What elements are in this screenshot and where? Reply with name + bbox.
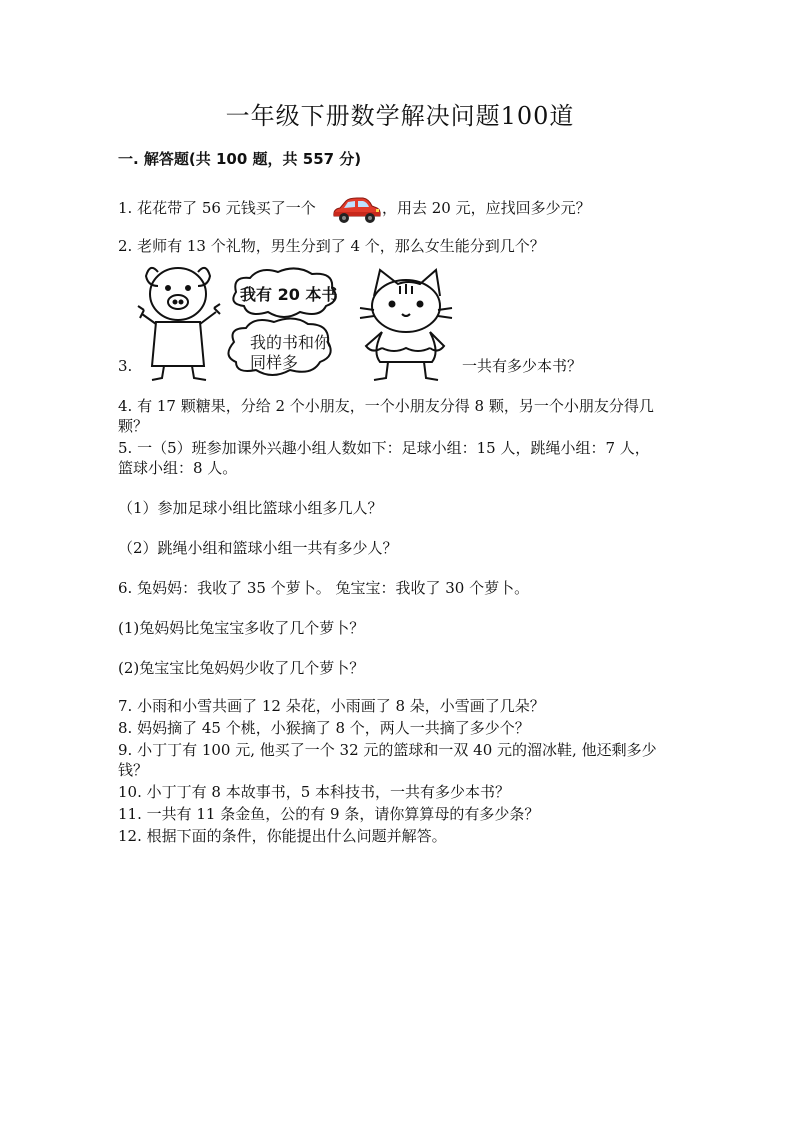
- question-5-sub2: （2）跳绳小组和篮球小组一共有多少人？: [118, 539, 398, 557]
- question-5-line1: 5. 一（5）班参加课外兴趣小组人数如下：足球小组：15 人，跳绳小组：7 人，: [118, 439, 650, 457]
- question-8: 8. 妈妈摘了 45 个桃，小猴摘了 8 个，两人一共摘了多少个？: [118, 719, 530, 737]
- question-3-number: 3.: [118, 357, 133, 375]
- pig-and-cat-cartoon: [136, 262, 456, 392]
- page-title: 一年级下册数学解决问题100道: [225, 102, 575, 130]
- question-10: 10. 小丁丁有 8 本故事书，5 本科技书，一共有多少本书？: [118, 783, 511, 801]
- cat-icon: [360, 270, 452, 380]
- speech-bubble-1: [233, 268, 337, 317]
- pig-icon: [138, 268, 220, 380]
- question-5-sub1: （1）参加足球小组比篮球小组多几人？: [118, 499, 383, 517]
- question-9-line2: 钱？: [118, 761, 149, 779]
- question-4-line1: 4. 有 17 颗糖果，分给 2 个小朋友，一个小朋友分得 8 颗，另一个小朋友分得几: [118, 397, 654, 415]
- bubble-1-text: 我有 20 本书: [240, 285, 338, 304]
- bubble-2-line1: 我的书和你: [250, 333, 331, 352]
- question-6-sub1: (1)兔妈妈比兔宝宝多收了几个萝卜？: [118, 619, 365, 637]
- question-6: 6. 兔妈妈：我收了 35 个萝卜。 兔宝宝：我收了 30 个萝卜。: [118, 579, 530, 597]
- question-2: 2. 老师有 13 个礼物，男生分到了 4 个，那么女生能分到几个？: [118, 237, 545, 255]
- section-heading: 一. 解答题(共 100 题，共 557 分): [118, 150, 362, 168]
- question-7: 7. 小雨和小雪共画了 12 朵花，小雨画了 8 朵，小雪画了几朵？: [118, 697, 545, 715]
- question-1-prefix: 1. 花花带了 56 元钱买了一个: [118, 199, 316, 217]
- bubble-2-line2: 同样多: [250, 353, 299, 372]
- question-11: 11. 一共有 11 条金鱼，公的有 9 条，请你算算母的有多少条？: [118, 805, 540, 823]
- question-9-line1: 9. 小丁丁有 100 元, 他买了一个 32 元的篮球和一双 40 元的溜冰鞋, 他还剩多少: [118, 741, 657, 759]
- question-4-line2: 颗？: [118, 417, 149, 435]
- speech-bubble-2: [228, 318, 331, 375]
- question-5-line2: 篮球小组：8 人。: [118, 459, 238, 477]
- toy-car-icon: [330, 194, 382, 228]
- question-6-sub2: (2)兔宝宝比兔妈妈少收了几个萝卜？: [118, 659, 365, 677]
- question-3-text: 一共有多少本书？: [462, 357, 583, 375]
- question-1-suffix: ，用去 20 元，应找回多少元？: [382, 199, 591, 217]
- question-12: 12. 根据下面的条件，你能提出什么问题并解答。: [118, 827, 447, 845]
